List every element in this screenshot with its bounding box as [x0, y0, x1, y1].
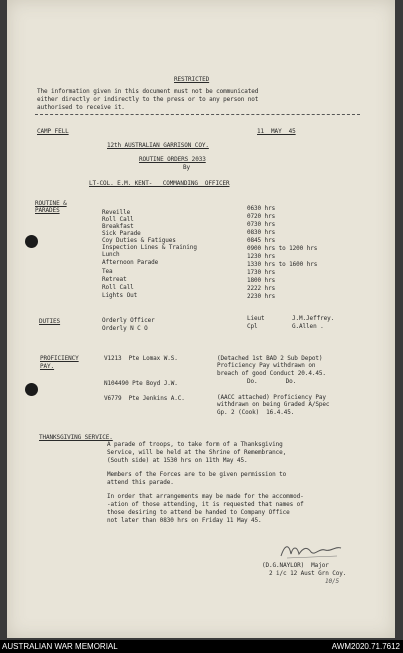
- thanksgiving-text: (South side) at 1530 hrs on 11th May 45.: [107, 457, 248, 464]
- handwritten-signature: [277, 540, 347, 562]
- document-page: [7, 0, 395, 638]
- routine-item-time: 0900 hrs to 1200 hrs: [247, 245, 318, 252]
- duty-rank: Cpl: [247, 323, 258, 330]
- punch-hole: [25, 235, 38, 248]
- routine-item-time: 1730 hrs: [247, 269, 276, 276]
- by-label: By: [183, 164, 191, 171]
- duty-label: Orderly N C O: [102, 325, 148, 332]
- thanksgiving-heading: THANKSGIVING SERVICE.: [39, 434, 113, 441]
- thanksgiving-text: Service, will be held at the Shrine of Remembrance,: [107, 449, 287, 456]
- notice-line-2: either directly or indirectly to the press or to any person not: [37, 96, 259, 103]
- routine-item-time: 0730 hrs: [247, 221, 276, 228]
- proficiency-entry-text: breach of good Conduct 20.4.45.: [217, 370, 326, 377]
- proficiency-heading-2: PAY.: [40, 363, 55, 370]
- signatory-role: 2 i/c 12 Aust Grn Coy.: [269, 570, 347, 577]
- thanksgiving-text: attend this parade.: [107, 479, 174, 486]
- signatory-name: (D.G.NAYLOR) Major: [262, 562, 329, 569]
- routine-item-time: 0845 hrs: [247, 237, 276, 244]
- archive-footer: [0, 640, 403, 653]
- commander: LT-COL. E.M. KENT- COMMANDING OFFICER: [89, 180, 230, 187]
- routine-item-label: Inspection Lines & Training: [102, 244, 197, 251]
- routine-item-time: 1330 hrs to 1600 hrs: [247, 261, 318, 268]
- routine-item-label: Tea: [102, 268, 113, 275]
- proficiency-entry-text: (Detached 1st BAD 2 Sub Depot): [217, 355, 323, 362]
- thanksgiving-text: A parade of troops, to take form of a Thanksgiving: [107, 441, 283, 448]
- proficiency-entry-text: Do. Do.: [247, 378, 297, 385]
- routine-item-label: Lights Out: [102, 292, 138, 299]
- proficiency-entry-text: withdrawn on being Graded A/Spec: [217, 401, 330, 408]
- archive-name: AUSTRALIAN WAR MEMORIAL: [2, 642, 118, 651]
- proficiency-entry-text: Proficiency Pay withdrawn on: [217, 362, 316, 369]
- punch-hole: [25, 383, 38, 396]
- routine-item-time: 1230 hrs: [247, 253, 276, 260]
- proficiency-entry-id: V6779 Pte Jenkins A.C.: [104, 395, 185, 402]
- restricted-heading: RESTRICTED: [174, 76, 210, 83]
- unit-title: 12th AUSTRALIAN GARRISON COY.: [107, 142, 209, 149]
- duty-rank: Lieut: [247, 315, 265, 322]
- proficiency-entry-text: Gp. 2 (Cook) 16.4.45.: [217, 409, 295, 416]
- routine-item-time: 1800 hrs: [247, 277, 276, 284]
- routine-heading-2: PARADES: [35, 207, 60, 214]
- thanksgiving-text: not later than 0830 hrs on Friday 11 May 45.: [107, 517, 262, 524]
- routine-item-time: 0830 hrs: [247, 229, 276, 236]
- thanksgiving-text: In order that arrangements may be made for the accommod-: [107, 493, 304, 500]
- routine-heading-1: ROUTINE &: [35, 200, 67, 207]
- archive-id: AWM2020.71.7612: [331, 642, 400, 651]
- divider: [35, 114, 360, 115]
- routine-item-label: Sick Parade: [102, 230, 141, 237]
- routine-item-time: 2230 hrs: [247, 293, 276, 300]
- routine-item-time: 0720 hrs: [247, 213, 276, 220]
- thanksgiving-text: those desiring to attend be handed to Company Office: [107, 509, 290, 516]
- notice-line-3: authorised to receive it.: [37, 104, 125, 111]
- notice-line-1: The information given in this document must not be communicated: [37, 88, 259, 95]
- routine-item-label: Coy Duties & Fatigues: [102, 237, 176, 244]
- thanksgiving-text: Members of the Forces are to be given permission to: [107, 471, 287, 478]
- routine-item-time: 0630 hrs: [247, 205, 276, 212]
- orders-title: ROUTINE ORDERS 2033: [139, 156, 206, 163]
- initial-date: 10/5: [325, 578, 340, 585]
- routine-item-label: Roll Call: [102, 284, 134, 291]
- routine-item-label: Roll Call: [102, 216, 134, 223]
- routine-item-label: Reveille: [102, 209, 131, 216]
- proficiency-heading-1: PROFICIENCY: [40, 355, 79, 362]
- duty-name: J.M.Jeffrey.: [292, 315, 335, 322]
- thanksgiving-text: -ation of those attending, it is requested that names of: [107, 501, 304, 508]
- routine-item-label: Lunch: [102, 251, 120, 258]
- routine-item-label: Afternoon Parade: [102, 259, 159, 266]
- location: CAMP FELL: [37, 128, 69, 135]
- routine-item-label: Retreat: [102, 276, 127, 283]
- routine-item-time: 2222 hrs: [247, 285, 276, 292]
- proficiency-entry-text: (AACC attached) Proficiency Pay: [217, 394, 326, 401]
- duty-label: Orderly Officer: [102, 317, 155, 324]
- proficiency-entry-id: N104490 Pte Boyd J.W.: [104, 380, 178, 387]
- proficiency-entry-id: V1213 Pte Lomax W.S.: [104, 355, 178, 362]
- duties-heading: DUTIES: [39, 318, 61, 325]
- order-date: 11 MAY 45: [257, 128, 296, 135]
- duty-name: G.Allen .: [292, 323, 324, 330]
- routine-item-label: Breakfast: [102, 223, 134, 230]
